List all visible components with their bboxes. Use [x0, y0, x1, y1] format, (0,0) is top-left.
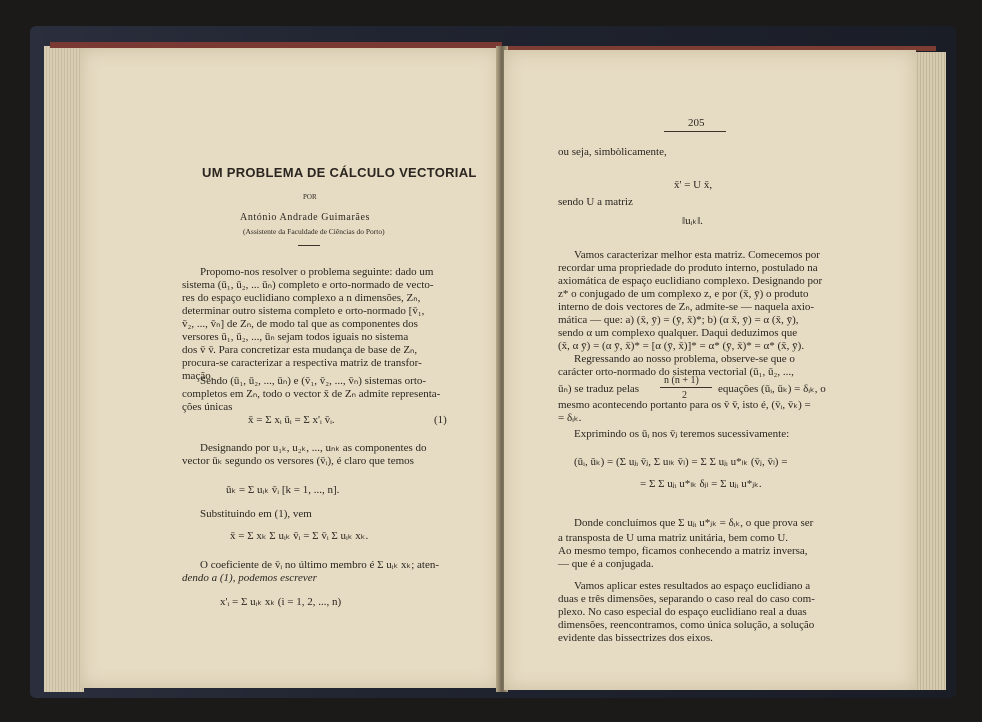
text-line: completos em Zₙ, todo o vector x̄ de Zₙ admite representa-: [182, 388, 441, 400]
text-line: mesmo acontecendo portanto para os v̄ v̄, isto é, (v̄ᵢ, v̄ₖ) =: [558, 399, 811, 411]
text-line: mática — que: a) (x̄, ȳ) = (ȳ, x̄)*; b) (α x̄, ȳ) = α (x̄, ȳ),: [558, 314, 799, 326]
page-number: 205: [688, 117, 705, 129]
text-line: dimensões, reencontramos, como única solução, a solução: [558, 619, 815, 631]
text-line: duas e três dimensões, separando o caso real do caso com-: [558, 593, 815, 605]
equation: x̄' = U x̄,: [674, 179, 713, 191]
text-line: Propomo-nos resolver o problema seguinte: dado um: [200, 266, 434, 278]
equation-number: (1): [434, 414, 447, 426]
text-line: evidente das bissectrizes dos eixos.: [558, 632, 713, 644]
author-affiliation: (Assistente da Faculdade de Ciências do Porto): [243, 227, 385, 236]
text-line: vector ūₖ segundo os versores (v̄ᵢ), é claro que temos: [182, 455, 414, 467]
equation: x'ᵢ = Σ uᵢₖ xₖ (i = 1, 2, ..., n): [220, 596, 342, 608]
text-line: sistema (ū₁, ū₂, ... ūₙ) completo e orto-normado de vecto-: [182, 279, 434, 291]
text-line: Donde concluímos que Σ uⱼᵢ u*ⱼₖ = δᵢₖ, o que prova ser: [574, 517, 814, 529]
text-line: v̄₂, ..., v̄ₙ] de Zₙ, de modo tal que as componentes dos: [182, 318, 418, 330]
text-line: = δᵢₖ.: [558, 412, 582, 424]
text-line: Sendo (ū₁, ū₂, ..., ūₙ) e (v̄₁, v̄₂, ..., v̄ₙ) sistemas orto-: [200, 375, 427, 387]
page-edges-left: [44, 46, 84, 692]
text-line: sendo U a matriz: [558, 196, 633, 208]
author-name: António Andrade Guimarães: [240, 212, 370, 223]
por-label: POR: [303, 193, 317, 201]
fraction-denominator: 2: [682, 390, 687, 401]
text-line: ções únicas: [182, 401, 233, 413]
fraction-bar: [660, 387, 712, 388]
text-line: a transposta de U uma matriz unitária, bem como U.: [558, 532, 789, 544]
equation: x̄ = Σ xᵢ ūᵢ = Σ x'ᵢ v̄ᵢ.: [248, 414, 335, 426]
text-line: determinar outro sistema completo e orto-normado [v̄₁,: [182, 305, 425, 317]
article-title: UM PROBLEMA DE CÁLCULO VECTORIAL: [202, 165, 477, 180]
text-line: Exprimindo os ūᵢ nos v̄ⱼ teremos sucessivamente:: [574, 428, 790, 440]
text-line: plexo. No caso especial do espaço euclidiano real a duas: [558, 606, 807, 618]
text-line: mação.: [182, 370, 214, 382]
fraction-numerator: n (n + 1): [664, 375, 699, 386]
text-line: O coeficiente de v̄ᵢ no último membro é Σ uᵢₖ xₖ; aten-: [200, 559, 439, 571]
text-line: equações (ūᵢ, ūₖ) = δᵢₖ, o: [718, 383, 826, 395]
right-page: [504, 50, 916, 690]
text-line: interno de dois vectores de Zₙ, admite-se — naquela axio-: [558, 301, 815, 313]
page-number-rule: [664, 131, 726, 132]
text-line: dendo a (1), podemos escrever: [182, 572, 317, 584]
page-edges-right: [912, 52, 946, 690]
equation: ūₖ = Σ uᵢₖ v̄ᵢ [k = 1, ..., n].: [226, 484, 340, 496]
text-line: Designando por u₁ₖ, u₂ₖ, ..., uₙₖ as componentes do: [200, 442, 427, 454]
text-line: Vamos aplicar estes resultados ao espaço euclidiano a: [574, 580, 811, 592]
text-line: res do espaço euclidiano complexo a n dimensões, Zₙ,: [182, 292, 421, 304]
text-line: ūₙ) se traduz pelas: [558, 383, 640, 395]
text-line: sendo α um complexo qualquer. Daqui deduzimos que: [558, 327, 798, 339]
text-line: dos v̄ v̄. Para concretizar esta mudança de base de Zₙ,: [182, 344, 418, 356]
equation: (ūᵢ, ūₖ) = (Σ uⱼᵢ v̄ⱼ, Σ uₗₖ v̄ₗ) = Σ Σ uⱼᵢ u*ₗₖ (v̄ⱼ, v̄ₗ) =: [574, 456, 788, 468]
text-line: ou seja, simbòlicamente,: [558, 146, 667, 158]
text-line: procura-se caracterizar a respectiva matriz de transfor-: [182, 357, 422, 369]
equation: x̄ = Σ xₖ Σ uᵢₖ v̄ᵢ = Σ v̄ᵢ Σ uᵢₖ xₖ.: [230, 530, 369, 542]
text-line: versores ū₁, ū₂, ..., ūₙ sejam todos iguais no sistema: [182, 331, 409, 343]
text-line: recordar uma propriedade do produto interno, postulado na: [558, 262, 818, 274]
title-divider: [298, 245, 320, 246]
left-page: [80, 48, 500, 688]
text-line: (x̄, α ȳ) = (α ȳ, x̄)* = [α (ȳ, x̄)]* = α* (ȳ, x̄)* = α* (x̄, ȳ).: [558, 340, 805, 352]
text-line: carácter orto-normado do sistema vectorial (ū₁, ū₂, ...,: [558, 366, 794, 378]
text-line: axiomática de espaço euclidiano complexo. Designando por: [558, 275, 823, 287]
text-line: Regressando ao nosso problema, observe-se que o: [574, 353, 795, 365]
equation: ‖uᵢₖ‖.: [682, 215, 703, 227]
text-line: — que é a conjugada.: [558, 558, 654, 570]
equation: = Σ Σ uⱼᵢ u*ₗₖ δⱼₗ = Σ uⱼᵢ u*ⱼₖ.: [640, 478, 762, 490]
text-line: Substituindo em (1), vem: [200, 508, 312, 520]
text-line: z* o conjugado de um complexo z, e por (x̄, ȳ) o produto: [558, 288, 809, 300]
text-line: Ao mesmo tempo, ficamos conhecendo a matriz inversa,: [558, 545, 808, 557]
text-line: Vamos caracterizar melhor esta matriz. Comecemos por: [574, 249, 820, 261]
